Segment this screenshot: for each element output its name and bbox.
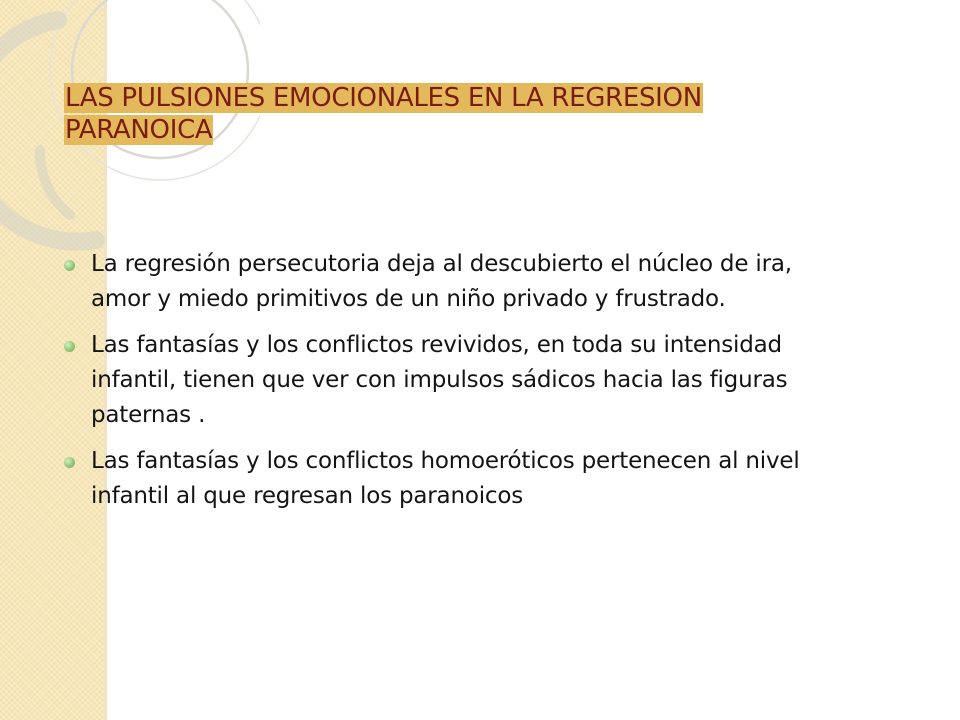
bullet-line: infantil, tienen que ver con impulsos sádicos hacia las figuras xyxy=(91,367,788,393)
bullet-dot-icon xyxy=(64,457,75,468)
slide-title xyxy=(64,82,884,146)
bullet-item-2 xyxy=(64,328,914,433)
bullet-list xyxy=(64,247,914,525)
bullet-line: La regresión persecutoria deja al descubierto el núcleo de ira, xyxy=(91,251,792,277)
bullet-item-3 xyxy=(64,444,914,514)
title-line-2: PARANOICA xyxy=(65,115,213,145)
bullet-line: Las fantasías y los conflictos homoeróticos pertenecen al nivel xyxy=(91,448,800,474)
bullet-dot-icon xyxy=(64,341,75,352)
title-line-1: LAS PULSIONES EMOCIONALES EN LA REGRESION xyxy=(65,83,702,113)
bullet-item-1 xyxy=(64,247,914,317)
bullet-dot-icon xyxy=(64,260,75,271)
bullet-line: Las fantasías y los conflictos revividos, en toda su intensidad xyxy=(91,332,782,358)
bullet-line: paternas . xyxy=(91,402,206,428)
bullet-line: infantil al que regresan los paranoicos xyxy=(91,483,523,509)
bullet-line: amor y miedo primitivos de un niño privado y frustrado. xyxy=(91,286,726,312)
